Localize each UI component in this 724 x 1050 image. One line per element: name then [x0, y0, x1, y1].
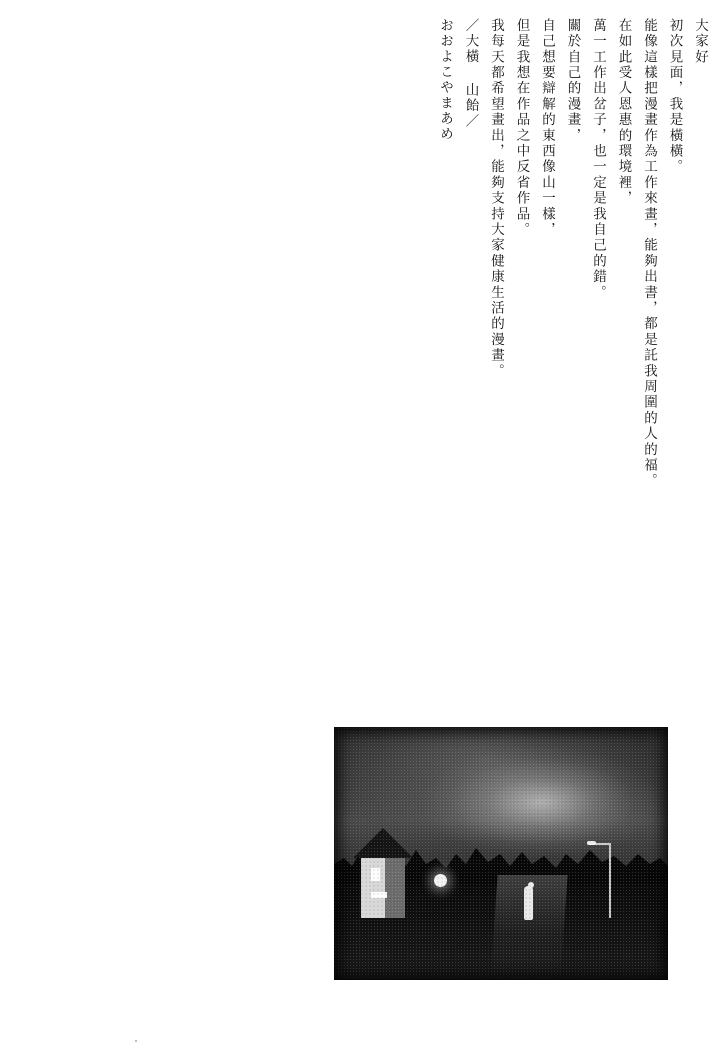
page-corner-mark	[135, 1040, 137, 1042]
illustration-canvas	[334, 727, 668, 980]
afterword-column-8: 但是我想在作品之中反省作品。	[513, 18, 530, 238]
street-lamp-pole	[609, 843, 611, 918]
afterword-column-5: 萬一工作出岔子，也一定是我自己的錯。	[590, 18, 606, 301]
afterword-column-4: 在如此受人恩惠的環境裡，	[615, 18, 632, 207]
house	[351, 828, 421, 918]
house-window-lower	[371, 892, 387, 898]
afterword-column-7: 自己想要辯解的東西像山一樣，	[539, 18, 555, 238]
afterword-column-6: 關於自己的漫畫，	[564, 18, 581, 144]
standing-figure-head	[528, 882, 534, 888]
street-lamp-arm	[595, 843, 611, 845]
standing-figure	[524, 886, 533, 920]
night-street-illustration	[334, 727, 668, 980]
moon-icon	[434, 874, 447, 887]
afterword-column-1: 大家好	[692, 18, 708, 66]
street-lamp-head-icon	[587, 841, 596, 845]
house-roof	[353, 828, 413, 858]
house-shadow	[385, 856, 405, 918]
house-window-upper	[371, 868, 380, 881]
afterword-column-9: 我每天都希望畫出，能夠支持大家健康生活的漫畫。	[488, 18, 504, 380]
afterword-column-3: 能像這樣把漫畫作為工作來畫，能夠出書，都是託我周圍的人的福。	[641, 18, 657, 489]
afterword-signature-line-1: ／大橫 山飴／	[462, 18, 479, 129]
afterword-column-2: 初次見面，我是橫橫。	[666, 18, 683, 175]
afterword-signature-line-2: おおよこやまあめ	[437, 18, 453, 142]
